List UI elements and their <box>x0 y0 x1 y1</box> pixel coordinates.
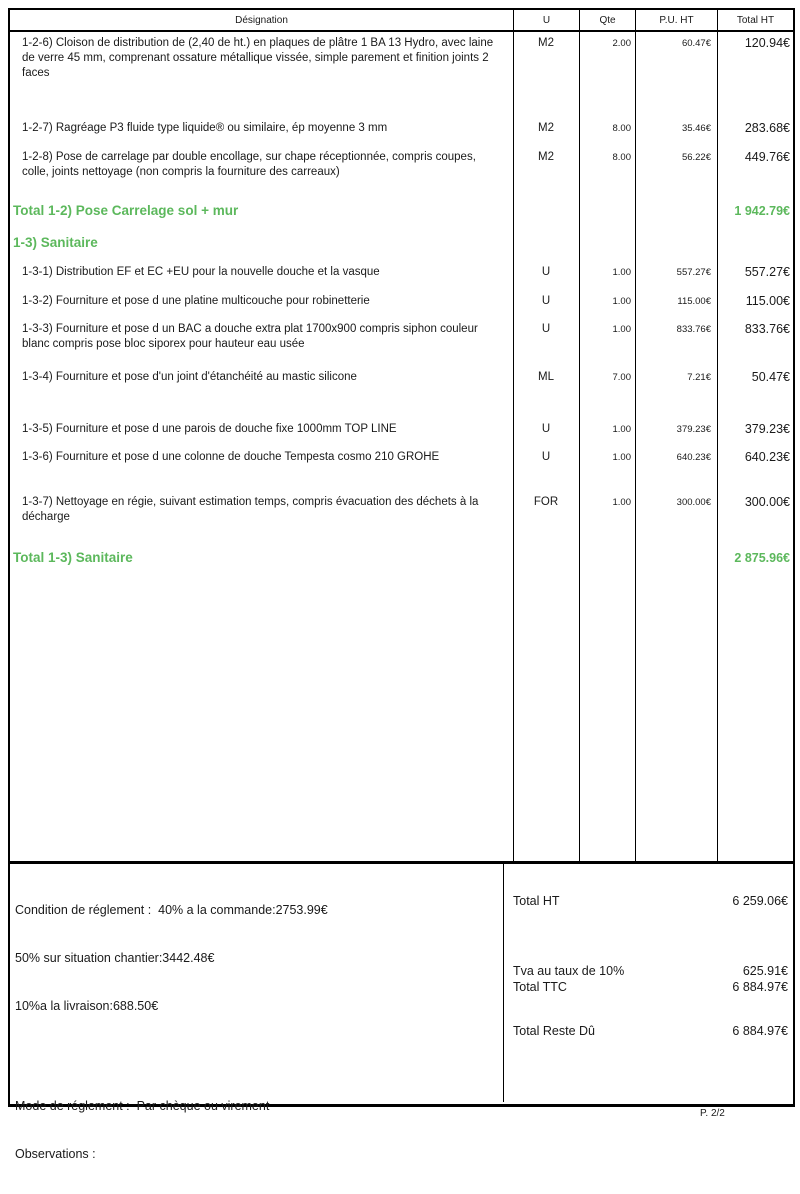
page-number: P. 2/2 <box>700 1108 725 1119</box>
table-row <box>10 121 793 136</box>
table-row <box>10 150 793 180</box>
tva-value: 625.91€ <box>742 964 788 978</box>
row-designation: 1-2-7) Ragréage P3 fluide type liquide® ou similaire, ép moyenne 3 mm <box>22 122 388 134</box>
row-total: 300.00€ <box>744 495 790 509</box>
table-row <box>10 36 793 81</box>
payment-condition-line: 50% sur situation chantier:3442.48€ <box>15 951 215 965</box>
tva-row <box>513 964 788 978</box>
header-total: Total HT <box>717 10 793 30</box>
reste-du-value: 6 884.97€ <box>732 1024 788 1038</box>
tva-label: Tva au taux de 10% <box>513 964 625 978</box>
header-designation: Désignation <box>235 14 288 26</box>
row-unit: U <box>541 323 551 335</box>
row-unit-price: 56.22€ <box>681 152 711 163</box>
row-unit: U <box>541 295 551 307</box>
row-total: 120.94€ <box>744 36 790 50</box>
table-header <box>10 10 793 32</box>
row-unit: M2 <box>538 37 554 49</box>
subtotal-value: 1 942.79€ <box>734 204 790 218</box>
observations-line: Observations : <box>15 1147 96 1161</box>
total-ttc-label: Total TTC <box>513 980 567 994</box>
row-unit: M2 <box>538 151 554 163</box>
reste-du-row <box>513 1024 788 1038</box>
row-designation: 1-3-6) Fourniture et pose d une colonne de douche Tempesta cosmo 210 GROHE <box>22 451 440 463</box>
row-unit: FOR <box>533 496 559 508</box>
row-unit: U <box>541 451 551 463</box>
row-designation: 1-3-2) Fourniture et pose d une platine multicouche pour robinetterie <box>22 295 370 307</box>
row-unit-price: 115.00€ <box>677 296 711 307</box>
row-total: 449.76€ <box>744 150 790 164</box>
total-ttc-row <box>513 980 788 994</box>
subtotal-row <box>10 550 793 566</box>
row-qty: 1.00 <box>612 267 631 278</box>
subtotal-row <box>10 203 793 219</box>
payment-condition-line: 10%a la livraison:688.50€ <box>15 999 159 1013</box>
table-row <box>10 495 793 525</box>
table-row <box>10 294 793 309</box>
row-qty: 1.00 <box>612 324 631 335</box>
subtotal-label: Total 1-2) Pose Carrelage sol + mur <box>13 203 239 218</box>
row-total: 557.27€ <box>744 265 790 279</box>
row-unit-price: 35.46€ <box>681 123 711 134</box>
total-ht-value: 6 259.06€ <box>732 894 788 908</box>
table-body <box>10 32 793 861</box>
row-qty: 1.00 <box>612 424 631 435</box>
spacer <box>15 1046 497 1066</box>
table-row <box>10 322 793 352</box>
total-ht-row <box>513 894 788 908</box>
row-unit-price: 379.23€ <box>676 424 711 435</box>
table-row <box>10 265 793 280</box>
table-row <box>10 450 793 465</box>
section-label: 1-3) Sanitaire <box>13 235 98 250</box>
row-unit: U <box>541 266 551 278</box>
payment-conditions <box>10 864 504 1161</box>
row-qty: 1.00 <box>612 497 631 508</box>
row-designation: 1-2-8) Pose de carrelage par double encollage, sur chape réceptionnée, compris coupes, colle, joints nettoyage (non compris la fourniture des carreaux) <box>22 151 476 178</box>
header-qty: Qte <box>579 10 635 30</box>
row-designation: 1-3-7) Nettoyage en régie, suivant estimation temps, compris évacuation des déchets à la décharge <box>22 496 479 523</box>
section-row <box>10 235 793 251</box>
header-unit: U <box>513 10 579 30</box>
row-unit: M2 <box>538 122 554 134</box>
row-unit-price: 640.23€ <box>676 452 711 463</box>
table-row <box>10 422 793 437</box>
row-designation: 1-3-3) Fourniture et pose d un BAC a douche extra plat 1700x900 compris siphon couleur blanc compris pose bloc siporex pour hauteur eau usée <box>22 323 478 350</box>
row-unit-price: 833.76€ <box>676 324 711 335</box>
row-unit: U <box>541 423 551 435</box>
row-total: 833.76€ <box>744 322 790 336</box>
row-total: 283.68€ <box>744 121 790 135</box>
table-row <box>10 370 793 385</box>
row-unit-price: 557.27€ <box>676 267 711 278</box>
row-qty: 8.00 <box>612 152 631 163</box>
subtotal-value: 2 875.96€ <box>734 551 790 565</box>
total-ttc-value: 6 884.97€ <box>732 980 788 994</box>
row-qty: 2.00 <box>612 38 631 49</box>
row-qty: 1.00 <box>612 452 631 463</box>
row-unit: ML <box>538 371 554 383</box>
header-unit-price: P.U. HT <box>635 10 717 30</box>
row-qty: 1.00 <box>612 296 631 307</box>
row-qty: 8.00 <box>612 123 631 134</box>
reste-du-label: Total Reste Dû <box>513 1024 595 1038</box>
totals-box <box>504 864 793 1102</box>
payment-condition-line: Condition de réglement : 40% a la commande:2753.99€ <box>15 903 328 917</box>
row-total: 50.47€ <box>751 370 790 384</box>
row-total: 640.23€ <box>744 450 790 464</box>
row-unit-price: 60.47€ <box>681 38 711 49</box>
payment-mode-line: Mode de réglement : Par chèque ou virement <box>15 1099 270 1113</box>
row-unit-price: 7.21€ <box>687 372 711 383</box>
row-designation: 1-3-5) Fourniture et pose d une parois de douche fixe 1000mm TOP LINE <box>22 423 397 435</box>
row-qty: 7.00 <box>612 372 631 383</box>
row-total: 379.23€ <box>744 422 790 436</box>
row-unit-price: 300.00€ <box>676 497 711 508</box>
total-ht-label: Total HT <box>513 894 560 908</box>
subtotal-label: Total 1-3) Sanitaire <box>13 550 133 565</box>
row-designation: 1-2-6) Cloison de distribution de (2,40 de ht.) en plaques de plâtre 1 BA 13 Hydro, avec laine de verre 45 mm, comprenant ossature métallique vissée, simple parement et finition joints 2 faces <box>22 37 494 79</box>
row-total: 115.00€ <box>745 294 790 308</box>
row-designation: 1-3-4) Fourniture et pose d'un joint d'étanchéité au mastic silicone <box>22 371 357 383</box>
row-designation: 1-3-1) Distribution EF et EC +EU pour la nouvelle douche et la vasque <box>22 266 380 278</box>
